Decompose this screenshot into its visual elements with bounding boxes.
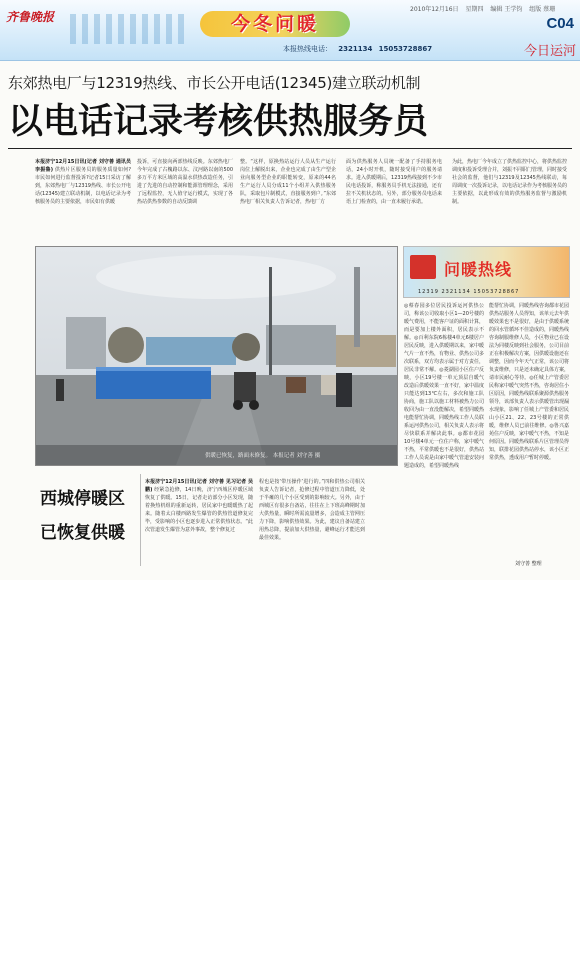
newspaper-logo: 齐鲁晚报 bbox=[6, 10, 55, 24]
sidebar-column-2: 能帮忙协调，同暖热线咨询都市花园供热站服务人员得知，该单元去年供暖效果也不是很好，是由于供暖系统的回水管循环不佳造成的，同暖热线咨询制服维修人员，小区物业已在设法为同楼反映到社会服务，公司目前正在积极解决方案，因供暖设施还在调整，因而今年天气正常，该公司将负责维修，只是还未确定具体方案，请市民耐心等待。◎任城上产管委居民称家中暖气突然不热，咨询居住小区原因，同暖热线联系聚源供热服务领导，该部负责人表示供暖管出现漏水现象，影响了任城上产管委和居民山小区21、22、23号楼的正常供暖，维修人员已前往维修。◎鲁兴嘉苑住户反映，家中暖气不热，不知是何原因。同暖热线联系片区管理员得知，联排花园供热站停水，该小区正常供热，透成用户暂时停暖。 bbox=[489, 303, 569, 461]
masthead-decoration bbox=[70, 14, 190, 44]
headline-rule bbox=[8, 148, 572, 149]
dateline bbox=[410, 4, 560, 13]
banner-numbers: 12319 2321134 15053728867 bbox=[418, 289, 520, 295]
banner-title: 问暖热线 bbox=[444, 260, 513, 279]
hotline-label: 本报热线电话： bbox=[283, 45, 332, 53]
section-title: 今冬问暖 bbox=[200, 11, 350, 37]
banner-emblem-icon bbox=[410, 255, 436, 279]
second-article-lead: 本报济宁12月15日讯(记者 刘守善 见习记者 吴鹏) bbox=[145, 479, 253, 493]
photo-caption: 供暖已恢复，路面未修复。 本报记者 刘守善 摄 bbox=[205, 453, 321, 459]
article-column-1 bbox=[35, 158, 131, 230]
issue-date: 2010年12月16日 bbox=[410, 6, 459, 13]
article-column-5: 为此，热电厂今年成立了供热监控中心，将供热监控调度和投诉受理合并，刘振不同职门管理，同时接受社会的监督，他们与12319及12345热线联动，每周调度一次投诉记录，以电话记录作为考核服务员的主要依据，以此形成有效的供热服务监督与激励机制。 bbox=[452, 159, 567, 205]
second-article-column-2: 程也是按‘带压操作’进行的。”四和供热公司相关负责人告诉记者，抢修过程中管道压力降低，处于半瘫的几个小区受到的影响较大。另外，由于西城区有很多自备站，往往在上下班高峰期时加大供热量，瞬时所需流量增多，会造成主管网压力下降，影响供热效果。为此，建议自备站建立用热总降，提前加大供热量，避峰运行才能达到最佳效果。 bbox=[259, 479, 365, 541]
hotline-number-2: 15053728867 bbox=[378, 45, 433, 53]
second-article-title-line-2: 已恢复供暖 bbox=[40, 523, 125, 543]
hotline-number-1: 2321134 bbox=[338, 45, 373, 53]
article-column-4: 面为供热服务人员统一配备了手持服务电话，24小时开机，随时接受用户的服务请求。进入供暖期后，12319热线接到不少市民电话投诉，称服务员手机无法接通，还有拉不关机状态的。另外，部分服务员电话来语上门检查的，由一直未履行承诺。 bbox=[346, 159, 442, 205]
masthead bbox=[0, 0, 580, 61]
article-kicker: 东郊热电厂与12319热线、市长公开电话(12345)建立联动机制 bbox=[8, 74, 421, 92]
article-lead: 本报济宁12月15日讯(记者 刘守善 通讯员 李振鲁) bbox=[35, 159, 131, 173]
article-text-1: 供热片区服务员的服务质量如何?市民如何进行监督投诉?记者15日采访了解到，东郊热电厂与12319热线、市长公开电话(12345)建立联动机制，以电话记录为考核服务员的主要依据，市民如有供暖 bbox=[35, 167, 131, 205]
article-column-2: 投诉，可直接向两部热线反映。东郊热电厂今年完成了古槐路以东、汶河路以南的500多万平方米区域的高温水供热改造任务，引进了先进的自动控制和能源管理理念，采用了远程监控，无人值守运行模式，实现了各热站供热参数的自动反馈调 bbox=[137, 159, 233, 205]
second-article-text-1: 经紧急抢修，14日晚，济宁西城区停暖区域恢复了供暖。15日，记者走访部分小区发现，随着换热机组的重新运转，居民家中也暖暖热了起来。随着太白楼西路发生爆管的供热管道修复完毕，受影响的小区也逐步进入正常供热状态。“此次管道发生爆管为意外事故，整个修复过 bbox=[145, 487, 253, 533]
hotline bbox=[283, 44, 432, 54]
second-article-title-box bbox=[36, 474, 141, 566]
page-number: C04 bbox=[546, 15, 574, 32]
editor-credit: 编辑 王学钧 bbox=[490, 6, 523, 13]
street-scene-image bbox=[36, 247, 397, 465]
design-credit: 组版 蔡珊 bbox=[529, 6, 556, 13]
hotline-sidebar-banner bbox=[403, 246, 570, 298]
issue-weekday: 星期四 bbox=[465, 6, 484, 13]
sidebar-byline: 刘守善 整理 bbox=[515, 561, 542, 567]
second-article-title-line-1: 西城停暖区 bbox=[40, 489, 125, 509]
sidebar-column-1: ◎蔡春园多位居民投诉运河供热公司，称该公司收取小区1—20号楼的暖气费用，不能客户证的面积计算，而是要加上楼外面积，居民表示不解。◎百利东院6栋楼4单元6楼居户居民反映，进入供暖期以来，家中暖气片一直不热，有物业、供热公司多次联系，双方均表示属于对方责任，居民非常不解。◎菱湖园小区住户反映，小区19号楼一单元顶层自暖气改造后供暖效果一直不好，家中温度只能达到13℃左右，多次和施工队协商，施工队以施工材料被热力公司收回为由一直没能解决，希望同暖热电能帮忙协调，同暖热线工作人员联系运河供热公司，相关负责人表示将尽快联系并解决此事。◎都市花园10号楼4单元一位住户称，家中暖气不热，平常供暖也不是很好，供热站工作人员说是由家中暖气管道安装问题造成的，希望同暖热线 bbox=[404, 303, 484, 469]
subsection-title: 今日运河 bbox=[523, 44, 576, 59]
news-photo bbox=[35, 246, 398, 466]
second-article-title bbox=[36, 474, 140, 550]
second-article-column-1 bbox=[145, 478, 253, 568]
article-column-3: 整。“这样，原换热站运行人员从生产运行岗位上解脱出来，企业也完成了由生产型企业向服务型企业的职能转变，原来的44名生产运行人员分成11个小组并入供热服务队，采取包片制模式，直接服务到户。”东郊热电厂相关负责人告诉记者，热电厂方 bbox=[240, 159, 336, 205]
article-headline: 以电话记录考核供热服务员 bbox=[8, 102, 429, 142]
